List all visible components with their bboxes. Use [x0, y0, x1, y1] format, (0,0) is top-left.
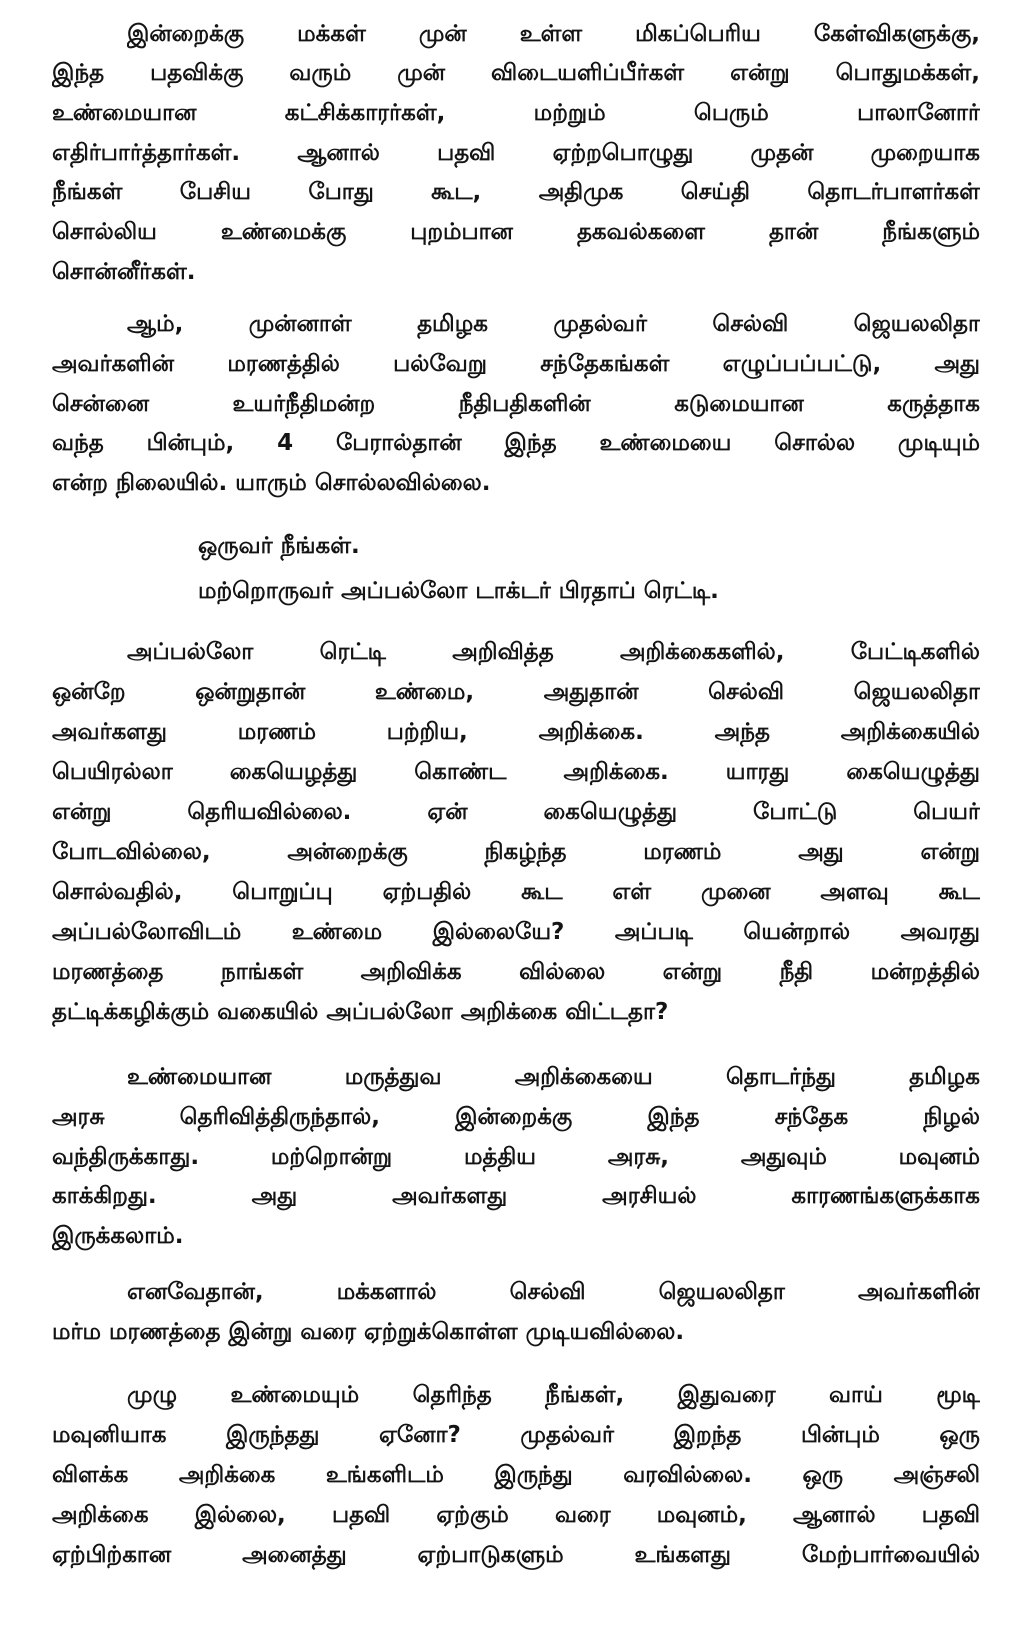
- text-line: மவுனியாக இருந்தது ஏனோ? முதல்வர் இறந்த பின்பும் ஒரு: [52, 1422, 980, 1448]
- text-line: எதிர்பார்த்தார்கள். ஆனால் பதவி ஏற்றபொழுது முதன் முறையாக: [52, 140, 980, 166]
- text-line: அவர்களது மரணம் பற்றிய, அறிக்கை. அந்த அறிக்கையில்: [52, 719, 980, 745]
- text-line: மரணத்தை நாங்கள் அறிவிக்க வில்லை என்று நீதி மன்றத்தில்: [52, 959, 980, 985]
- text-line: ஒருவர் நீங்கள்.: [198, 533, 360, 559]
- text-line: வந்திருக்காது. மற்றொன்று மத்திய அரசு, அதுவும் மவுனம்: [52, 1144, 980, 1170]
- text-line: வந்த பின்பும், 4 பேரால்தான் இந்த உண்மையை சொல்ல முடியும்: [52, 430, 980, 456]
- text-line: சொல்வதில், பொறுப்பு ஏற்பதில் கூட எள் முனை அளவு கூட: [52, 879, 980, 905]
- text-line: விளக்க அறிக்கை உங்களிடம் இருந்து வரவில்லை. ஒரு அஞ்சலி: [52, 1462, 980, 1488]
- text-line: மர்ம மரணத்தை இன்று வரை ஏற்றுக்கொள்ள முடியவில்லை.: [52, 1319, 685, 1345]
- text-line: எனவேதான், மக்களால் செல்வி ஜெயலலிதா அவர்களின்: [127, 1279, 980, 1305]
- text-line: நீங்கள் பேசிய போது கூட, அதிமுக செய்தி தொடர்பாளர்கள்: [52, 179, 980, 205]
- text-line: என்று தெரியவில்லை. ஏன் கையெழுத்து போட்டு பெயர்: [52, 799, 980, 825]
- text-line: ஆம், முன்னாள் தமிழக முதல்வர் செல்வி ஜெயலலிதா: [127, 311, 980, 337]
- text-line: காக்கிறது. அது அவர்களது அரசியல் காரணங்களுக்காக: [52, 1183, 980, 1209]
- text-line: சொல்லிய உண்மைக்கு புறம்பான தகவல்களை தான் நீங்களும்: [52, 219, 980, 245]
- text-line: இருக்கலாம்.: [52, 1223, 184, 1249]
- text-line: முழு உண்மையும் தெரிந்த நீங்கள், இதுவரை வாய் மூடி: [127, 1382, 980, 1408]
- text-line: தட்டிக்கழிக்கும் வகையில் அப்பல்லோ அறிக்கை விட்டதா?: [52, 999, 669, 1025]
- text-line: மற்றொருவர் அப்பல்லோ டாக்டர் பிரதாப் ரெட்டி.: [198, 578, 719, 604]
- text-line: இன்றைக்கு மக்கள் முன் உள்ள மிகப்பெரிய கேள்விகளுக்கு,: [127, 21, 980, 47]
- text-line: உண்மையான கட்சிக்காரர்கள், மற்றும் பெரும் பாலானோர்: [52, 100, 980, 126]
- text-line: சென்னை உயர்நீதிமன்ற நீதிபதிகளின் கடுமையான கருத்தாக: [52, 391, 980, 417]
- text-line: அவர்களின் மரணத்தில் பல்வேறு சந்தேகங்கள் எழுப்பப்பட்டு, அது: [52, 351, 980, 377]
- text-line: அப்பல்லோவிடம் உண்மை இல்லையே? அப்படி யென்றால் அவரது: [52, 919, 980, 945]
- text-line: பெயிரல்லா கையெழத்து கொண்ட அறிக்கை. யாரது கையெழுத்து: [52, 759, 980, 785]
- text-line: என்ற நிலையில். யாரும் சொல்லவில்லை.: [52, 470, 491, 496]
- text-line: அறிக்கை இல்லை, பதவி ஏற்கும் வரை மவுனம், ஆனால் பதவி: [52, 1502, 980, 1528]
- text-line: சொன்னீர்கள்.: [52, 259, 196, 285]
- text-line: அரசு தெரிவித்திருந்தால், இன்றைக்கு இந்த சந்தேக நிழல்: [52, 1104, 980, 1130]
- text-line: அப்பல்லோ ரெட்டி அறிவித்த அறிக்கைகளில், பேட்டிகளில்: [127, 639, 980, 665]
- text-line: உண்மையான மருத்துவ அறிக்கையை தொடர்ந்து தமிழக: [127, 1064, 980, 1090]
- text-line: இந்த பதவிக்கு வரும் முன் விடையளிப்பீர்கள் என்று பொதுமக்கள்,: [52, 60, 980, 86]
- text-line: போடவில்லை, அன்றைக்கு நிகழ்ந்த மரணம் அது என்று: [52, 839, 980, 865]
- text-line: ஒன்றே ஒன்றுதான் உண்மை, அதுதான் செல்வி ஜெயலலிதா: [52, 679, 980, 705]
- text-line: ஏற்பிற்கான அனைத்து ஏற்பாடுகளும் உங்களது மேற்பார்வையில்: [52, 1542, 980, 1568]
